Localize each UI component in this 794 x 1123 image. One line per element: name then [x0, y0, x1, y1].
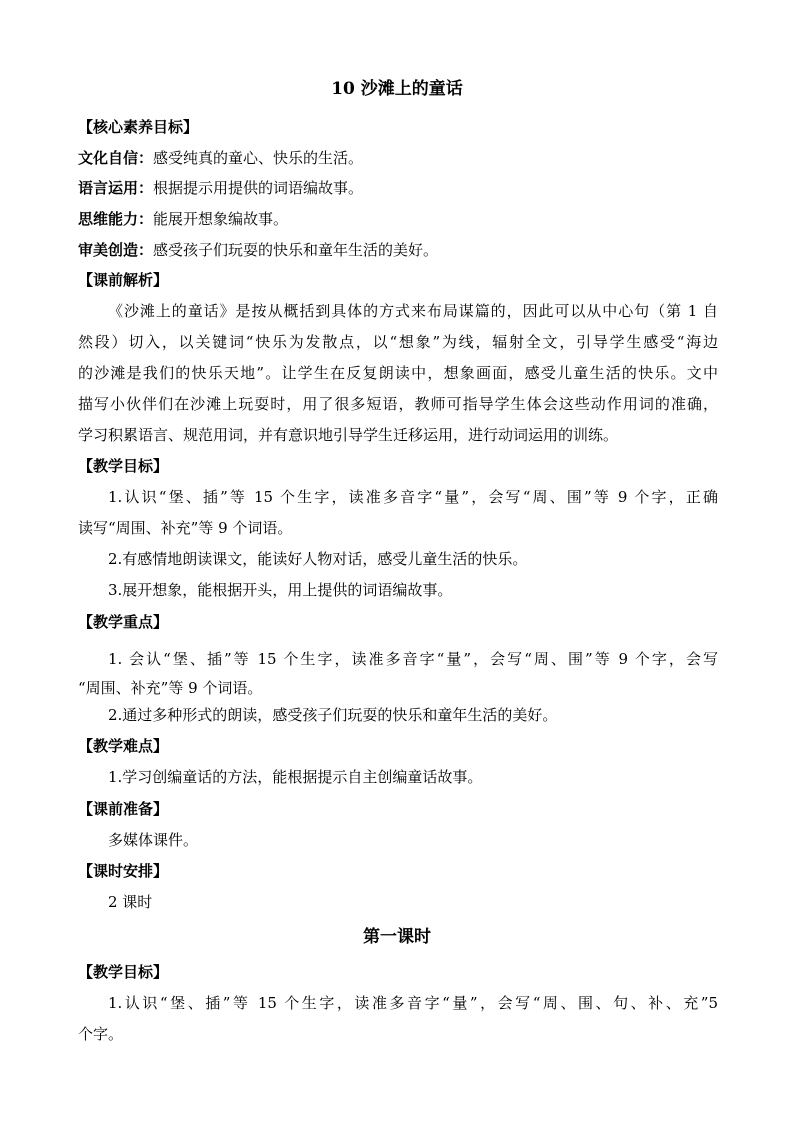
core-goal-text: 感受纯真的童心、快乐的生活。 — [153, 149, 364, 167]
teaching-goal-line: 2.有感情地朗读课文，能读好人物对话，感受儿童生活的快乐。 — [108, 550, 528, 568]
section-heading-preparation: 【课前准备】 — [78, 800, 169, 818]
schedule-line: 2 课时 — [108, 893, 153, 911]
core-goal-culture — [78, 148, 718, 168]
analysis-line: 学习积累语言、规范用词，并有意识地引导学生迁移运用，进行动词运用的训练。 — [78, 426, 619, 444]
core-goal-label: 语言运用： — [78, 179, 154, 197]
teaching-goal-line: 1.认识“堡、插”等 15 个生字，读准多音字“量”，会写“周、围”等 9 个字，正确 — [108, 488, 718, 506]
analysis-line: 描写小伙伴们在沙滩上玩耍时，用了很多短语，教师可指导学生体会这些动作用词的准确， — [78, 395, 718, 413]
lesson-goal-line: 个字。 — [78, 1025, 124, 1043]
core-goal-label: 文化自信： — [78, 149, 154, 167]
key-point-line: 2.通过多种形式的朗读，感受孩子们玩耍的快乐和童年生活的美好。 — [108, 706, 558, 724]
analysis-line: 《沙滩上的童话》是按从概括到具体的方式来布局谋篇的，因此可以从中心句（第 1 自 — [108, 302, 718, 320]
key-point-line: “周围、补充”等 9 个词语。 — [78, 679, 263, 697]
section-heading-key-points: 【教学重点】 — [78, 613, 169, 631]
core-goal-text: 根据提示用提供的词语编故事。 — [153, 179, 364, 197]
section-heading-analysis: 【课前解析】 — [78, 271, 169, 289]
core-goal-text: 感受孩子们玩耍的快乐和童年生活的美好。 — [153, 241, 439, 259]
difficulty-line: 1.学习创编童话的方法，能根据提示自主创编童话故事。 — [108, 768, 483, 786]
lesson-title: 第一课时 — [363, 927, 431, 947]
preparation-line: 多媒体课件。 — [108, 831, 199, 849]
core-goal-text: 能展开想象编故事。 — [153, 210, 289, 228]
section-heading-teaching-goals: 【教学目标】 — [78, 457, 169, 475]
core-goal-label: 思维能力： — [78, 210, 154, 228]
core-goal-thinking — [78, 209, 718, 229]
section-heading-lesson-goals: 【教学目标】 — [78, 963, 169, 981]
core-goal-language — [78, 178, 718, 198]
section-heading-core-goals: 【核心素养目标】 — [78, 118, 199, 136]
teaching-goal-line: 读写“周围、补充”等 9 个词语。 — [78, 519, 293, 537]
teaching-goal-line: 3.展开想象，能根据开头，用上提供的词语编故事。 — [108, 581, 453, 599]
section-heading-schedule: 【课时安排】 — [78, 862, 169, 880]
lesson-goal-line: 1.认识“堡、插”等 15 个生字，读准多音字“量”，会写“周、围、句、补、充”5 — [108, 994, 718, 1012]
analysis-line: 的沙滩是我们的快乐天地”。让学生在反复朗读中，想象画面，感受儿童生活的快乐。文中 — [78, 364, 718, 382]
document-title: 10 沙滩上的童话 — [331, 79, 463, 99]
analysis-line: 然段）切入，以关键词“快乐为发散点，以“想象”为线，辐射全文，引导学生感受“海边 — [78, 333, 718, 351]
section-heading-difficulties: 【教学难点】 — [78, 737, 169, 755]
key-point-line: 1. 会认“堡、插”等 15 个生字，读准多音字“量”，会写“周、围”等 9 个字，会写 — [108, 650, 718, 668]
core-goal-label: 审美创造： — [78, 241, 154, 259]
core-goal-aesthetic — [78, 240, 718, 260]
